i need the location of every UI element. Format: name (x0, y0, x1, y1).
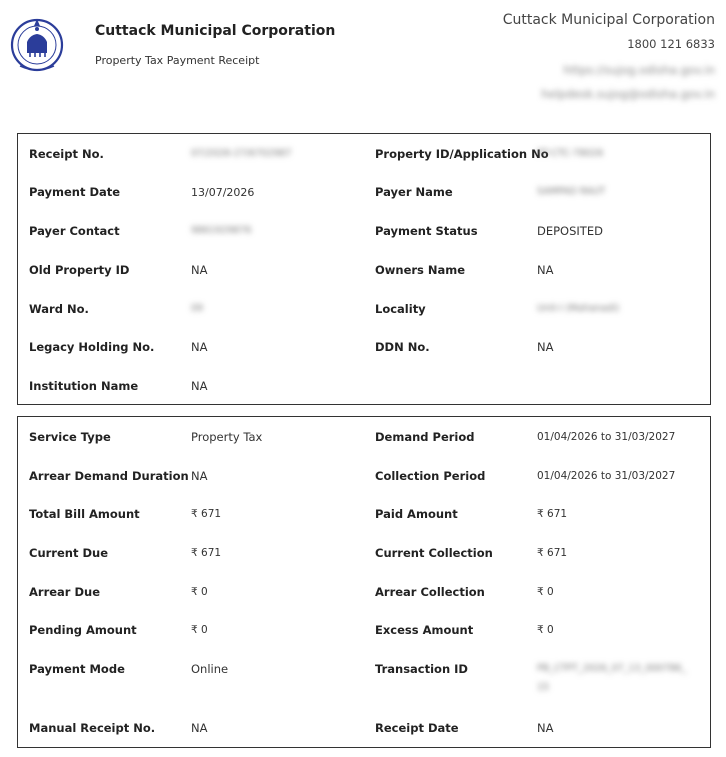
transaction-id-label: Transaction ID (375, 662, 468, 676)
odisha-emblem-logo (10, 8, 64, 82)
collection-period-label: Collection Period (375, 469, 486, 483)
owners-name-value: NA (537, 263, 554, 277)
property-id-label: Property ID/Application No (375, 147, 549, 161)
arrear-collection-label: Arrear Collection (375, 585, 485, 599)
current-due-value: ₹ 671 (191, 547, 222, 559)
contact-org-name: Cuttack Municipal Corporation (502, 12, 715, 28)
payment-date-label: Payment Date (29, 185, 121, 199)
ward-no-label: Ward No. (29, 302, 89, 316)
receipt-no-label: Receipt No. (29, 147, 104, 161)
receipt-date-label: Receipt Date (375, 721, 459, 735)
receipt-title: Property Tax Payment Receipt (95, 54, 260, 67)
locality-label: Locality (375, 302, 426, 316)
org-title: Cuttack Municipal Corporation (95, 23, 336, 39)
ddn-no-label: DDN No. (375, 340, 430, 354)
manual-receipt-value: NA (191, 721, 208, 735)
collection-period-value: 01/04/2026 to 31/03/2027 (537, 470, 676, 482)
service-type-value: Property Tax (191, 430, 263, 444)
ddn-no-value: NA (537, 340, 554, 354)
payer-name-value: SAMPAD RAUT (537, 186, 606, 197)
legacy-holding-value: NA (191, 340, 208, 354)
payer-contact-label: Payer Contact (29, 224, 120, 238)
contact-phone: 1800 121 6833 (627, 37, 715, 51)
pending-amount-value: ₹ 0 (191, 624, 208, 636)
property-details-box (17, 133, 711, 405)
owners-name-label: Owners Name (375, 263, 466, 277)
locality-value: Unit-I (Mahanadi) (537, 303, 620, 314)
contact-info (503, 12, 715, 101)
property-id-value: PT-CTC-78026 (537, 148, 604, 159)
payment-mode-value: Online (191, 662, 229, 676)
payment-mode-label: Payment Mode (29, 662, 125, 676)
receipt-header (0, 0, 726, 120)
excess-amount-value: ₹ 0 (537, 624, 554, 636)
receipt-no-value: 07/2026-27/6702987 (191, 148, 292, 159)
current-collection-value: ₹ 671 (537, 547, 568, 559)
payment-status-value: DEPOSITED (537, 224, 603, 238)
institution-name-label: Institution Name (29, 379, 139, 393)
transaction-id-value: PB_CTPT_2026_07_13_000786_15 (537, 663, 687, 693)
contact-url: https://sujog.odisha.gov.in (563, 63, 715, 77)
current-collection-label: Current Collection (375, 546, 493, 560)
old-property-id-label: Old Property ID (29, 263, 130, 277)
receipt-date-value: NA (537, 721, 554, 735)
paid-amount-label: Paid Amount (375, 507, 458, 521)
contact-email: helpdesk.sujog@odisha.gov.in (541, 87, 715, 101)
payer-name-label: Payer Name (375, 185, 453, 199)
payment-details-box (17, 416, 711, 748)
arrear-due-value: ₹ 0 (191, 586, 208, 598)
payment-date-value: 13/07/2026 (191, 186, 255, 199)
total-bill-value: ₹ 671 (191, 508, 222, 520)
institution-name-value: NA (191, 379, 208, 393)
arrear-due-label: Arrear Due (29, 585, 101, 599)
total-bill-label: Total Bill Amount (29, 507, 140, 521)
payment-status-label: Payment Status (375, 224, 478, 238)
excess-amount-label: Excess Amount (375, 623, 474, 637)
arrear-duration-label: Arrear Demand Duration (29, 469, 189, 483)
arrear-duration-value: NA (191, 469, 208, 483)
demand-period-label: Demand Period (375, 430, 475, 444)
old-property-id-value: NA (191, 263, 208, 277)
legacy-holding-label: Legacy Holding No. (29, 340, 155, 354)
ward-no-value: 09 (191, 303, 204, 314)
current-due-label: Current Due (29, 546, 108, 560)
demand-period-value: 01/04/2026 to 31/03/2027 (537, 431, 676, 443)
service-type-label: Service Type (29, 430, 111, 444)
pending-amount-label: Pending Amount (29, 623, 137, 637)
manual-receipt-label: Manual Receipt No. (29, 721, 156, 735)
payer-contact-value: 9861929876 (191, 225, 252, 236)
arrear-collection-value: ₹ 0 (537, 586, 554, 598)
paid-amount-value: ₹ 671 (537, 508, 568, 520)
